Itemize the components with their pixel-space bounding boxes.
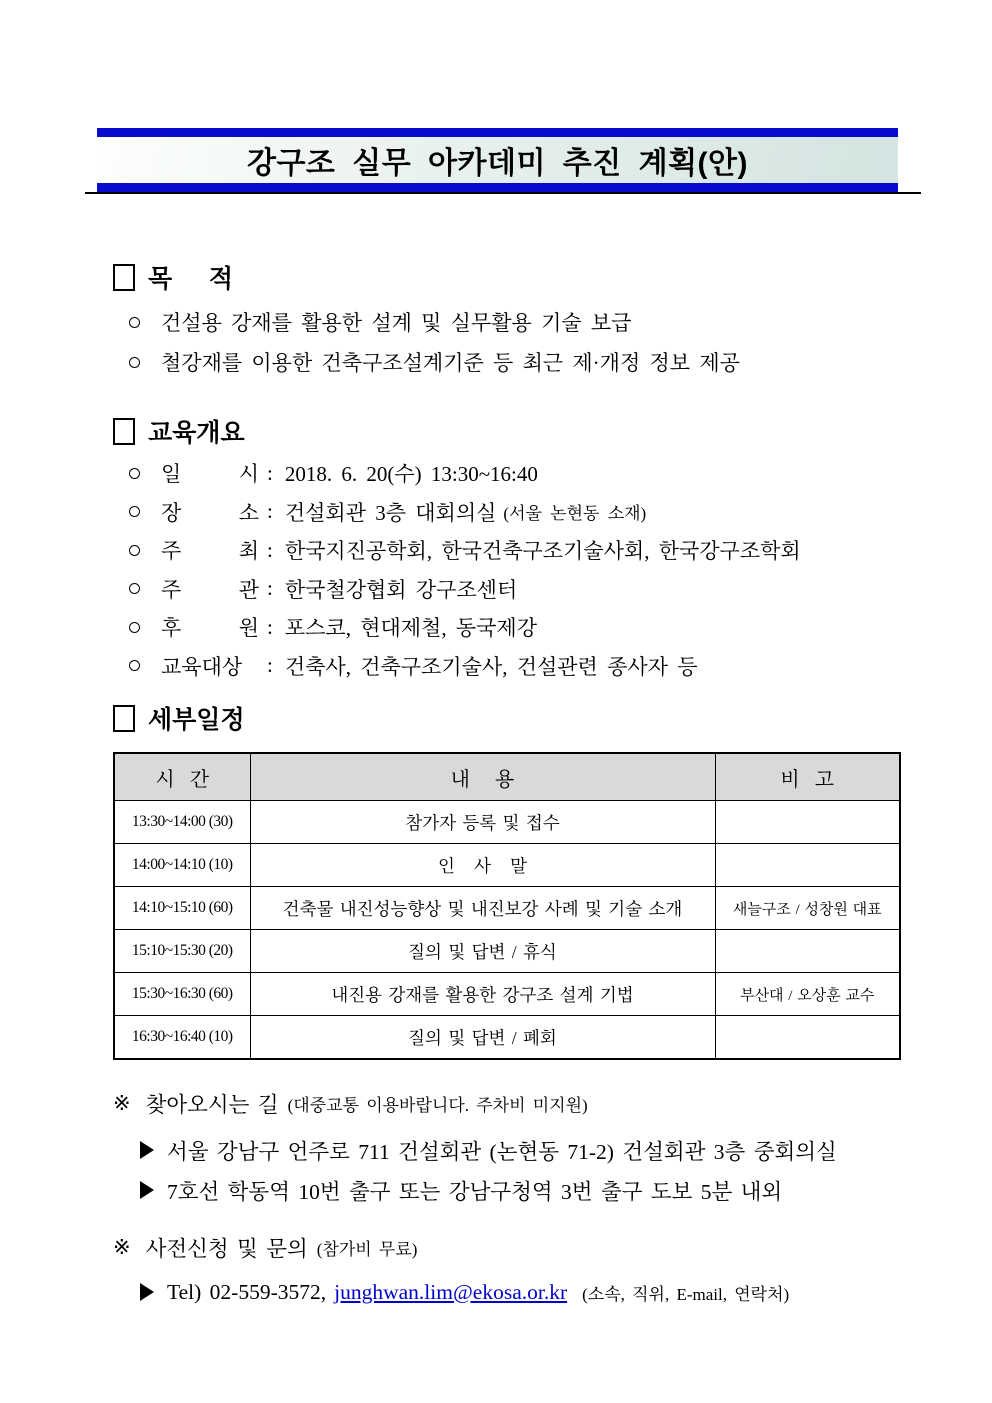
overview-item (113, 570, 905, 609)
note-column-header: 비 고 (715, 753, 900, 801)
direction-item (113, 1130, 905, 1170)
overview-colon: : (267, 499, 273, 524)
overview-item-label: 주 최 (161, 539, 259, 564)
content-cell: 질의 및 답변 / 폐회 (250, 1016, 715, 1060)
overview-colon: : (267, 653, 273, 678)
purpose-heading-label: 목 적 (148, 265, 233, 293)
content-cell: 인 사 말 (250, 844, 715, 887)
section-purpose (113, 260, 905, 382)
tel-text: Tel) 02-559-3572, (167, 1279, 327, 1304)
overview-item (113, 608, 905, 647)
directions-heading: 찾아오시는 길 (145, 1092, 279, 1117)
direction-item (113, 1170, 905, 1210)
overview-colon: : (267, 614, 273, 639)
time-cell: 13:30~14:00 (30) (114, 801, 250, 844)
square-bullet-icon (113, 418, 135, 445)
content-cell: 내진용 강재를 활용한 강구조 설계 기법 (250, 973, 715, 1016)
overview-item-value: 포스코, 현대제철, 동국제강 (284, 616, 537, 641)
overview-item-label: 주 관 (161, 577, 259, 602)
time-cell: 16:30~16:40 (10) (114, 1016, 250, 1060)
section-directions (113, 1086, 905, 1210)
overview-item-label: 교육대상 (161, 654, 243, 679)
circle-bullet-icon (129, 468, 140, 479)
banner-title-area (97, 137, 898, 183)
overview-item-value: 한국철강협회 강구조센터 (284, 577, 518, 602)
contact-suffix: (소속, 직위, E-mail, 연락처) (582, 1284, 790, 1304)
overview-heading (113, 414, 905, 448)
circle-bullet-icon (129, 583, 140, 594)
content-cell: 질의 및 답변 / 휴식 (250, 930, 715, 973)
note-cell (715, 844, 900, 887)
overview-item (113, 531, 905, 570)
table-row (114, 930, 900, 973)
circle-bullet-icon (129, 545, 140, 556)
section-overview (113, 414, 905, 685)
square-bullet-icon (113, 264, 135, 291)
contact-heading-note: (참가비 무료) (316, 1239, 418, 1259)
table-row (114, 844, 900, 887)
section-schedule (113, 701, 905, 1060)
purpose-item-text: 철강재를 이용한 건축구조설계기준 등 최근 제·개정 정보 제공 (161, 351, 740, 375)
note-cell (715, 930, 900, 973)
note-cell (715, 1016, 900, 1060)
time-cell: 14:00~14:10 (10) (114, 844, 250, 887)
table-row (114, 1016, 900, 1060)
directions-heading-line (113, 1086, 905, 1120)
overview-item-note: (서울 논현동 소재) (503, 504, 647, 524)
circle-bullet-icon (129, 506, 140, 517)
time-cell: 15:10~15:30 (20) (114, 930, 250, 973)
time-cell: 15:30~16:30 (60) (114, 973, 250, 1016)
right-triangle-icon (140, 1141, 154, 1159)
reference-mark-icon: ※ (113, 1090, 131, 1115)
overview-item-value: 2018. 6. 20(수) 13:30~16:40 (284, 462, 538, 487)
overview-item (113, 647, 905, 686)
contact-heading: 사전신청 및 문의 (145, 1236, 308, 1261)
overview-item-value: 건축사, 건축구조기술사, 건설관련 종사자 등 (284, 654, 698, 679)
note-cell (715, 801, 900, 844)
overview-list (113, 454, 905, 685)
note-cell: 새늘구조 / 성창원 대표 (715, 887, 900, 930)
direction-item-text: 7호선 학동역 10번 출구 또는 강남구청역 3번 출구 도보 5분 내외 (167, 1179, 783, 1204)
schedule-header-row (114, 753, 900, 801)
overview-item-label: 일 시 (161, 462, 259, 487)
overview-item (113, 454, 905, 493)
schedule-table (113, 752, 901, 1060)
overview-heading-label: 교육개요 (148, 419, 245, 447)
table-row (114, 973, 900, 1016)
directions-list (113, 1130, 905, 1210)
directions-heading-note: (대중교통 이용바랍니다. 주차비 미지원) (287, 1095, 588, 1115)
banner-top-bar (97, 128, 898, 137)
time-column-header: 시 간 (114, 753, 250, 801)
contact-heading-line (113, 1230, 905, 1264)
email-link[interactable]: junghwan.lim@ekosa.or.kr (334, 1279, 568, 1304)
right-triangle-icon (140, 1283, 154, 1301)
overview-colon: : (267, 576, 273, 601)
overview-colon: : (267, 537, 273, 562)
page-title: 강구조 실무 아카데미 추진 계획(안) (246, 147, 749, 180)
purpose-item-text: 건설용 강재를 활용한 설계 및 실무활용 기술 보급 (161, 311, 632, 335)
note-cell: 부산대 / 오상훈 교수 (715, 973, 900, 1016)
direction-item-text: 서울 강남구 언주로 711 건설회관 (논현동 71-2) 건설회관 3층 중회의실 (167, 1139, 837, 1164)
title-banner (97, 128, 898, 192)
overview-item-value: 한국지진공학회, 한국건축구조기술사회, 한국강구조학회 (284, 539, 801, 564)
square-bullet-icon (113, 705, 135, 732)
overview-item (113, 493, 905, 532)
table-row (114, 801, 900, 844)
right-triangle-icon (140, 1181, 154, 1199)
banner-bottom-bar (97, 183, 898, 192)
reference-mark-icon: ※ (113, 1234, 131, 1259)
content-cell: 건축물 내진성능향상 및 내진보강 사례 및 기술 소개 (250, 887, 715, 930)
purpose-list (113, 302, 905, 382)
overview-item-label: 장 소 (161, 500, 259, 525)
purpose-heading (113, 260, 905, 294)
purpose-item (113, 342, 905, 382)
banner-underline (85, 192, 921, 194)
circle-bullet-icon (129, 660, 140, 671)
circle-bullet-icon (129, 357, 140, 368)
purpose-item (113, 302, 905, 342)
contact-tel-line (113, 1272, 905, 1312)
overview-item-value: 건설회관 3층 대회의실 (284, 500, 497, 525)
table-row (114, 887, 900, 930)
content-column-header: 내 용 (250, 753, 715, 801)
schedule-heading (113, 701, 905, 735)
time-cell: 14:10~15:10 (60) (114, 887, 250, 930)
circle-bullet-icon (129, 317, 140, 328)
schedule-heading-label: 세부일정 (148, 706, 245, 734)
circle-bullet-icon (129, 622, 140, 633)
content-cell: 참가자 등록 및 접수 (250, 801, 715, 844)
section-contact (113, 1230, 905, 1312)
overview-item-label: 후 원 (161, 616, 259, 641)
overview-colon: : (267, 460, 273, 485)
